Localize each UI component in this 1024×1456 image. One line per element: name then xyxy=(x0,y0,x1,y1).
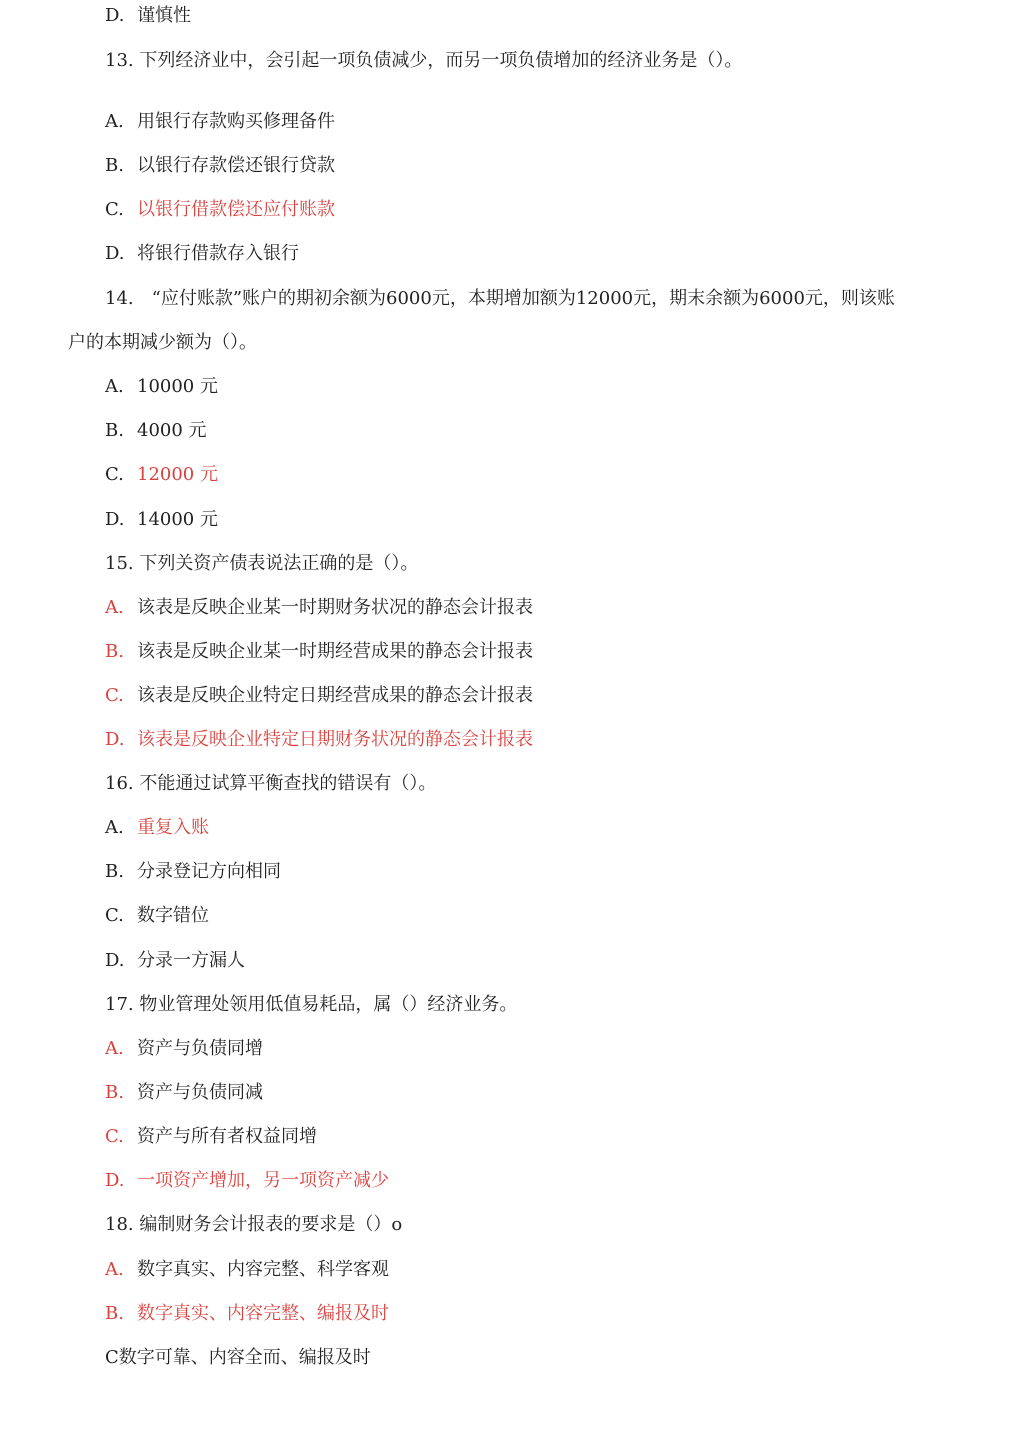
option-line xyxy=(105,684,533,708)
option-text-answer: 该表是反映企业特定日期财务状况的静态会计报表 xyxy=(137,729,533,750)
option-text: 谨慎性 xyxy=(137,5,191,26)
option-line xyxy=(105,1258,389,1282)
question-15 xyxy=(105,552,418,576)
option-text: 分录登记方向相同 xyxy=(137,861,281,882)
question-14 xyxy=(105,287,895,311)
option-letter: C. xyxy=(105,685,124,706)
option-line xyxy=(105,1081,263,1105)
question-16 xyxy=(105,772,436,796)
option-line xyxy=(105,596,533,620)
option-letter: C. xyxy=(105,1126,124,1147)
option-text: 数字错位 xyxy=(137,905,209,926)
option-line xyxy=(105,508,218,532)
question-13 xyxy=(105,49,742,73)
option-letter: C. xyxy=(105,905,124,926)
option-letter: A. xyxy=(105,817,124,838)
question-text: 16. 不能通过试算平衡查找的错误有（）。 xyxy=(105,773,437,794)
option-letter: B. xyxy=(105,1082,124,1103)
option-letter: D. xyxy=(105,243,125,264)
option-text: 4000 元 xyxy=(137,420,207,441)
option-letter: A. xyxy=(105,376,124,397)
question-text: 户的本期减少额为（）。 xyxy=(68,332,257,353)
option-line xyxy=(105,640,533,664)
option-letter: A. xyxy=(105,111,124,132)
option-line xyxy=(105,242,299,266)
option-letter: D. xyxy=(105,950,125,971)
option-text: 10000 元 xyxy=(137,376,218,397)
option-letter: B. xyxy=(105,641,124,662)
option-text: 资产与所有者权益同增 xyxy=(137,1126,317,1147)
option-text-answer: 数字真实、内容完整、编报及时 xyxy=(137,1303,389,1324)
option-letter: D. xyxy=(105,729,125,750)
question-text: 15. 下列关资产债表说法正确的是（）。 xyxy=(105,553,419,574)
option-text-answer: 12000 元 xyxy=(137,464,218,485)
option-text: 14000 元 xyxy=(137,509,218,530)
option-line xyxy=(105,904,209,928)
option-text: 分录一方漏人 xyxy=(137,950,245,971)
option-line xyxy=(105,1302,389,1326)
question-14-continuation xyxy=(68,331,257,355)
option-letter: B. xyxy=(105,861,124,882)
question-text: 17. 物业管理处领用低值易耗品，属（）经济业务。 xyxy=(105,994,518,1015)
option-line xyxy=(105,419,207,443)
option-letter: B. xyxy=(105,420,124,441)
option-letter: A. xyxy=(105,1038,124,1059)
question-18 xyxy=(105,1213,402,1237)
question-text: 13. 下列经济业中，会引起一项负债减少，而另一项负债增加的经济业务是（）。 xyxy=(105,50,743,71)
option-text: 该表是反映企业特定日期经营成果的静态会计报表 xyxy=(137,685,533,706)
option-line xyxy=(105,154,335,178)
option-text: 数字真实、内容完整、科学客观 xyxy=(137,1259,389,1280)
option-line xyxy=(105,949,245,973)
option-line xyxy=(105,1346,371,1370)
option-line xyxy=(105,1169,389,1193)
option-letter: D. xyxy=(105,509,125,530)
question-text: 14. “应付账款”账户的期初余额为6000元，本期增加额为12000元，期末余额为6000元，则该账 xyxy=(105,288,895,309)
option-text-answer: 一项资产增加，另一项资产减少 xyxy=(137,1170,389,1191)
option-text: 将银行借款存入银行 xyxy=(137,243,299,264)
option-line xyxy=(105,463,218,487)
option-text: 该表是反映企业某一时期经营成果的静态会计报表 xyxy=(137,641,533,662)
option-text: C数字可靠、内容全而、编报及时 xyxy=(105,1347,371,1368)
option-line xyxy=(105,198,335,222)
question-text: 18. 编制财务会计报表的要求是（）o xyxy=(105,1214,403,1235)
option-line xyxy=(105,375,218,399)
option-letter: D. xyxy=(105,5,125,26)
option-line xyxy=(105,816,209,840)
option-text-answer: 重复入账 xyxy=(137,817,209,838)
option-letter: C. xyxy=(105,199,124,220)
option-text: 资产与负债同减 xyxy=(137,1082,263,1103)
option-line xyxy=(105,1125,317,1149)
option-text: 以银行存款偿还银行贷款 xyxy=(137,155,335,176)
option-letter: A. xyxy=(105,1259,124,1280)
option-line xyxy=(105,1037,263,1061)
option-text-answer: 以银行借款偿还应付账款 xyxy=(137,199,335,220)
option-letter: B. xyxy=(105,155,124,176)
question-17 xyxy=(105,993,517,1017)
option-letter: C. xyxy=(105,464,124,485)
option-line xyxy=(105,110,335,134)
option-line xyxy=(105,728,533,752)
option-letter: B. xyxy=(105,1303,124,1324)
option-letter: D. xyxy=(105,1170,125,1191)
option-text: 该表是反映企业某一时期财务状况的静态会计报表 xyxy=(137,597,533,618)
option-text: 资产与负债同增 xyxy=(137,1038,263,1059)
option-text: 用银行存款购买修理备件 xyxy=(137,111,335,132)
option-letter: A. xyxy=(105,597,124,618)
option-line xyxy=(105,860,281,884)
option-line xyxy=(105,4,191,28)
